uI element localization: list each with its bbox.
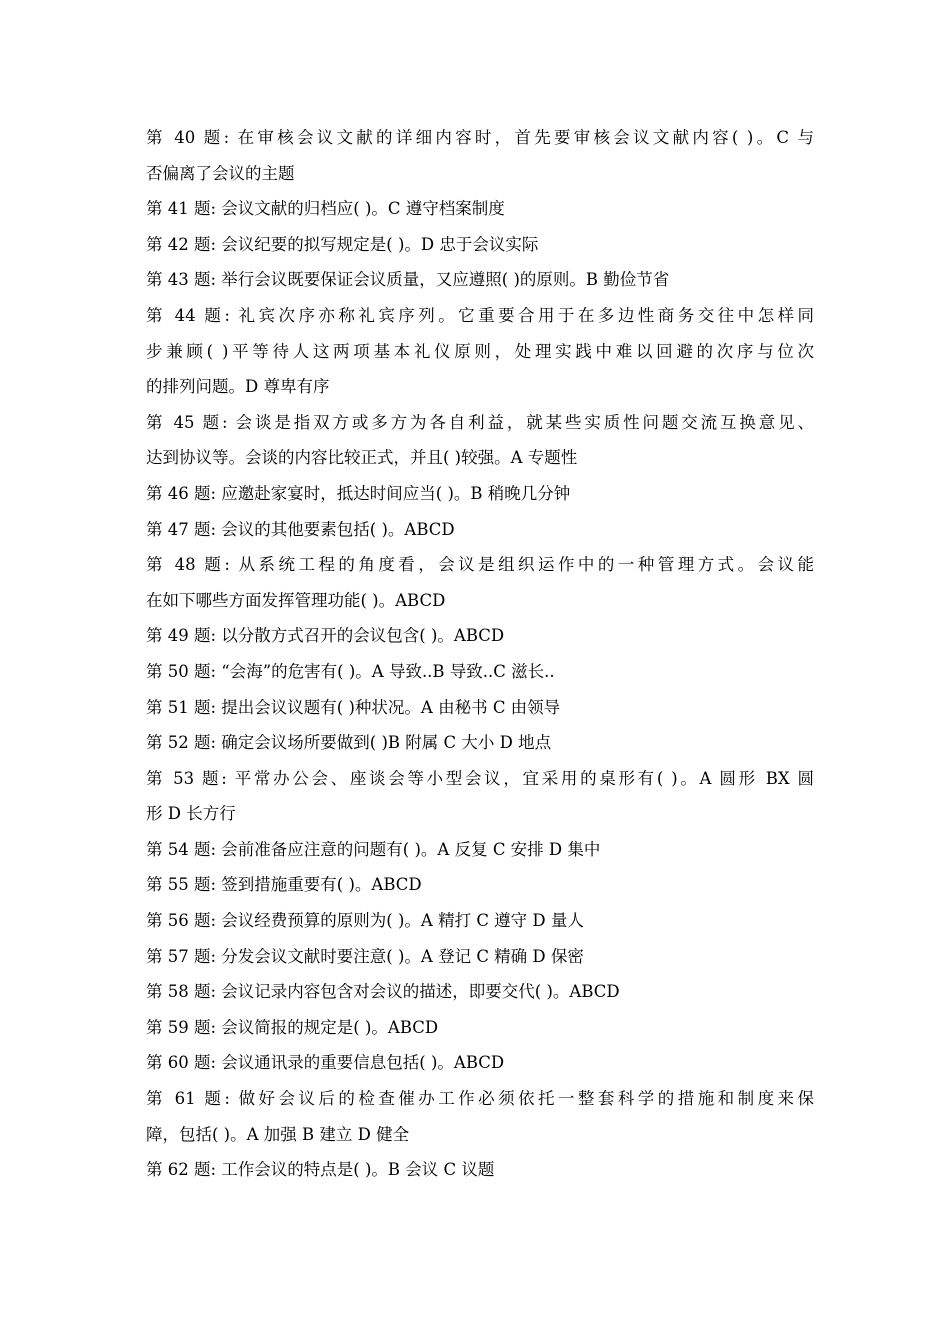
text-line: 第 49 题: 以分散方式召开的会议包含( )。ABCD [146,626,505,646]
text-line: 第 45 题: 会谈是指双方或多方为各自利益，就某些实质性问题交流互换意见、 [146,412,814,432]
text-line: 第 50 题: “会海”的危害有( )。A 导致..B 导致..C 滋长.. [146,661,555,681]
text-line: 步兼顾( )平等待人这两项基本礼仪原则，处理实践中难以回避的次序与位次 [146,341,814,361]
text-line: 第 61 题: 做好会议后的检查催办工作必须依托一整套科学的措施和制度来保 [146,1089,814,1109]
text-line: 第 51 题: 提出会议议题有( )种状况。A 由秘书 C 由领导 [146,697,561,717]
text-line: 形 D 长方行 [146,804,236,824]
text-line: 障，包括( )。A 加强 B 建立 D 健全 [146,1124,410,1144]
text-line: 第 56 题: 会议经费预算的原则为( )。A 精打 C 遵守 D 量人 [146,911,584,931]
text-line: 第 47 题: 会议的其他要素包括( )。ABCD [146,519,455,539]
text-line: 第 46 题: 应邀赴家宴时，抵达时间应当( )。B 稍晚几分钟 [146,483,571,503]
text-line: 第 58 题: 会议记录内容包含对会议的描述，即要交代( )。ABCD [146,982,620,1002]
text-line: 第 44 题: 礼宾次序亦称礼宾序列。它重要合用于在多边性商务交往中怎样同 [146,305,814,325]
text-line: 第 55 题: 签到措施重要有( )。ABCD [146,875,422,895]
document-page [146,120,814,1188]
text-line: 第 57 题: 分发会议文献时要注意( )。A 登记 C 精确 D 保密 [146,946,584,966]
text-line: 第 62 题: 工作会议的特点是( )。B 会议 C 议题 [146,1160,495,1180]
text-line: 在如下哪些方面发挥管理功能( )。ABCD [146,590,446,610]
text-line: 否偏离了会议的主题 [146,163,295,183]
text-line: 第 59 题: 会议简报的规定是( )。ABCD [146,1017,439,1037]
text-line: 达到协议等。会谈的内容比较正式，并且( )较强。A 专题性 [146,448,578,468]
text-line: 第 53 题: 平常办公会、座谈会等小型会议，宜采用的桌形有( )。A 圆形 BX 圆 [146,768,814,788]
text-line: 第 54 题: 会前准备应注意的问题有( )。A 反复 C 安排 D 集中 [146,839,601,859]
text-line: 第 40 题: 在审核会议文献的详细内容时，首先要审核会议文献内容( )。C 与 [146,128,814,147]
text-line: 的排列问题。D 尊卑有序 [146,377,330,397]
text-line: 第 60 题: 会议通讯录的重要信息包括( )。ABCD [146,1053,505,1073]
text-line: 第 48 题: 从系统工程的角度看，会议是组织运作中的一种管理方式。会议能 [146,555,814,575]
text-line: 第 42 题: 会议纪要的拟写规定是( )。D 忠于会议实际 [146,234,539,254]
text-line: 第 52 题: 确定会议场所要做到( )B 附属 C 大小 D 地点 [146,733,552,753]
text-line: 第 43 题: 举行会议既要保证会议质量，又应遵照( )的原则。B 勤俭节省 [146,270,670,290]
text-line: 第 41 题: 会议文献的归档应( )。C 遵守档案制度 [146,199,505,219]
